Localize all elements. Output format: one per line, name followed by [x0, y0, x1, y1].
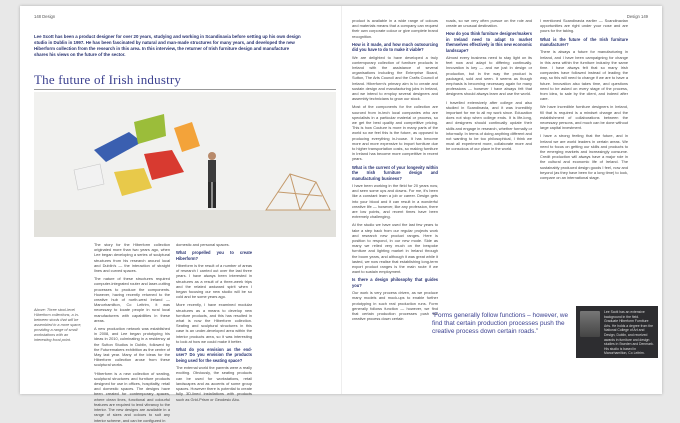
body-paragraph: The external world the parents were a really exciting. Obviously, the seating products can be used for workstations, retail landscapes and as accents of some group spaces. However there is potential to create fully 3D-lined installations with products such as Grid-Prism or Geodesic Abu. [176, 365, 252, 402]
author-bio-box [576, 306, 658, 358]
right-page [341, 6, 662, 394]
author-bio-text: Lee Scott has an extensive background in the field. Graduate Hiberform Furniture Arts. He holds a degree from the National College of Art and Design, Dublin, and received awards in furniture and design studies in Sweden and Denmark. His studio is based in Manorhamilton, Co Leitrim. [604, 310, 654, 356]
body-paragraph: The story for the Hiberform collection originated more than two years ago, when Lee began developing a series of sculptural structures from his research around local and Dublin’s — the interaction of straight lines and curved spaces. [94, 242, 170, 274]
body-paragraph: We have incredible furniture designers in Ireland, fill that is required is a mindset change and the establishment of collaborations between the necessary persons, and much can be done without large capital investment. [540, 104, 628, 131]
interview-question: What is the future of the Irish furniture manufacturer? [540, 36, 628, 48]
body-paragraph: Hiberform is the result of a number of areas of research I carried out over the last three years. I have always been interested in structures as a result of a three-week trips and the related awkward spirit when I began focusing our new studio will be so cold and be some years ago. [176, 263, 252, 300]
body-paragraph: “Hiberform is a new collection of seating, sculptural structures and furniture products designed for use in offices, hospitality, retail and domestic spaces. The designs have been created for contemporary spaces, where clean lines, functional and colourful features are required to lend vibrancy to the interior. The new designs are available in a range of sizes and colours to suit any interior scheme, and can be configured in [94, 370, 170, 423]
body-column-1 [352, 18, 438, 390]
body-paragraph: roads, so we very often pursue on the role and create an unusual destination. [446, 18, 532, 29]
body-paragraph: Our work is very process driven, as we produce many models and mock-ups to enable further prototyping in such real production runs. Form generally follows function — however, we find that certain production processes push the creative process down certain [352, 290, 438, 322]
body-paragraph: product is available in a wide range of colours and materials means that a company can request their own corporate colour or give complete brand recognition. [352, 18, 438, 39]
author-headshot [580, 311, 600, 337]
body-paragraph: I mentioned Scandinavia earlier — Scandinavian opportunities are right under your nose and are yours for the taking. [540, 18, 628, 34]
body-column-2 [176, 242, 252, 402]
page-folio: 148 Design [34, 14, 56, 19]
body-paragraph: domestic and personal spaces. [176, 242, 230, 247]
body-column-1 [94, 242, 170, 423]
body-paragraph: More recently, I have examined modular structures as a means to develop new furniture products, and this has resulted in what is now the Hiberform collection. Seating and sculptural structures in this case is an under-developed area within the interior products area, so it was interesting to look at how we could make it better. [176, 302, 252, 344]
interview-question: How is it made, and how much outsourcing did you have to do to make it viable? [352, 41, 438, 53]
body-paragraph: I have been working in the field for 20 years now, and seen some ups and downs. For me, it’s been like a constant learn a job or career. Design gets into your blood and it can result in a wonderful creative life — however, like any profession, there are low points, and recent times have been extremely challenging. [352, 182, 438, 220]
body-paragraph: A new production network was established in 2008, and Lee began prototyping his ideas in 2010, culminating in a residency at the Sutton Studios in Dublin, followed by the Futuremakers exhibition as the centre of May last year. Many of the ideas for the Hiberform collection arose from these sculptural works. [94, 326, 170, 368]
headline-rule [34, 89, 336, 90]
interview-question: Is there a design philosophy that guides you? [352, 277, 438, 288]
interview-question: What propelled you to create Hiberform? [176, 250, 252, 261]
interview-question: How do you think furniture designer/makers in Ireland need to adapt to market themselves effectively in this new economic landscape? [446, 31, 533, 53]
article-headline: The future of Irish industry [34, 72, 182, 87]
body-paragraph: Most of the components for the collection are sourced from in-tech local companies who are specialists in a particular material or process, so we get the best quality and competitive pricing. This is how Couture is more in many parts of the world so we feel this is the future, as opposed to producing everything in-house. It has become more and more expensive to import furniture due to higher transportation costs, so making furniture in Ireland has become more competitive in recent years. [352, 104, 438, 162]
page-folio: Design 149 [626, 14, 648, 19]
left-page [20, 6, 341, 423]
intro-paragraph: Lee Scott has been a product designer for over 20 years, studying and working in Scandinavia before setting up his own design studio in Dublin in 1997. He has been fascinated by natural and man-made structures for many years, and developed the new Hiberform collection from the research in this area. In this interview, the returner of Irish furniture design and manufacture shares his views on the future of the sector. [34, 34, 301, 57]
photo-illustration [34, 92, 336, 237]
body-paragraph: We are delighted to have developed a truly contemporary collection of furniture products in Ireland with the assistance of several organisations including the Enterprise Board, Sutton, The Arts Council and the Crafts Council of Ireland. Hiberform’s primary aim is to create and sustain design and manufacturing jobs in Ireland, and we intend to employ several designers and assembly technicians to grow our stock. [352, 54, 438, 102]
body-paragraph: I have a strong feeling that the future, and in Ireland we are world leaders in certain areas. We need to focus on getting our skills and products to the emerging markets and increasingly consume. Credit production will always have a major role in the cultural and economic life of Ireland. The sustainably produced design goods I feel, now and beyond (as they have been for a long time) to look, compare on an international stage. [540, 133, 628, 181]
body-paragraph: The nature of these structures required computer-integrated router and laser-cutting processes to produce the components. However, having recently returned to the creative hub of north-west Ireland — Manorhamilton, Co Leitrim, it was necessary to locate people in rural local manufacturers with capabilities in these areas. [94, 276, 170, 323]
body-paragraph: Almost every business need to stay light on its feet now and adapt to differing continually. Innovation is key — and we just in design or production, but in the way the product is packaged, sold and seen. It seems as though emphasis is becoming necessary again for many professions — however I have always felt that designers should always learn and use the world. [446, 55, 532, 97]
photo-caption: Above: Three stool-level Hiberform collections, a in-between stools that will be assembled in a more space, providing a range of small workstations with an interesting focal point. [34, 308, 82, 342]
pull-quote: “Forms generally follow functions – however, we find that certain production processes push the creative process down certain roads.” [432, 312, 569, 336]
article-photo [34, 92, 336, 237]
magazine-spread [20, 6, 662, 423]
body-paragraph: I travelled extensively after college and also studied in Scandinavia, and it was incredibly important for me to all my work since. Education does not stop when college ends. It is life-long, and designers should continually update their skills and engage in research, whether formally or informally. In terms of doing anything different and not wanting to be too philosophical, I think we must all experiment more, collaborate more and be conscious of our place in the world. [446, 99, 532, 152]
body-paragraph: At the studio we have used the last few years to take a step back from our regular projects work and research new product ranges. Here is position to respond, in our new mode. Side as many we relied very much on the bespoke furniture and lighting market in Ireland through the boom years, and although it was great while it lasted, we now realise that establishing long-term export product ranges is the main route if we want to sustain employment. [352, 222, 438, 275]
interview-question: What is the current of your longevity within the Irish furniture design and manufacturing business? [352, 164, 438, 181]
interview-question: What do you envision as the end-user? Do you envision the products being used for the seating space? [176, 347, 252, 363]
body-paragraph: There is always a future for manufacturing in Ireland, and I have been campaigning for change in this area within the furniture industry the same time. I have always felt that so many Irish companies have followed instead of leading the way, so this will need to change if we are to have a future. Innovation also takes time, and questions need to be asked on every stage of the process, from idea, to sale by the client, and indeed after care. [540, 49, 628, 102]
